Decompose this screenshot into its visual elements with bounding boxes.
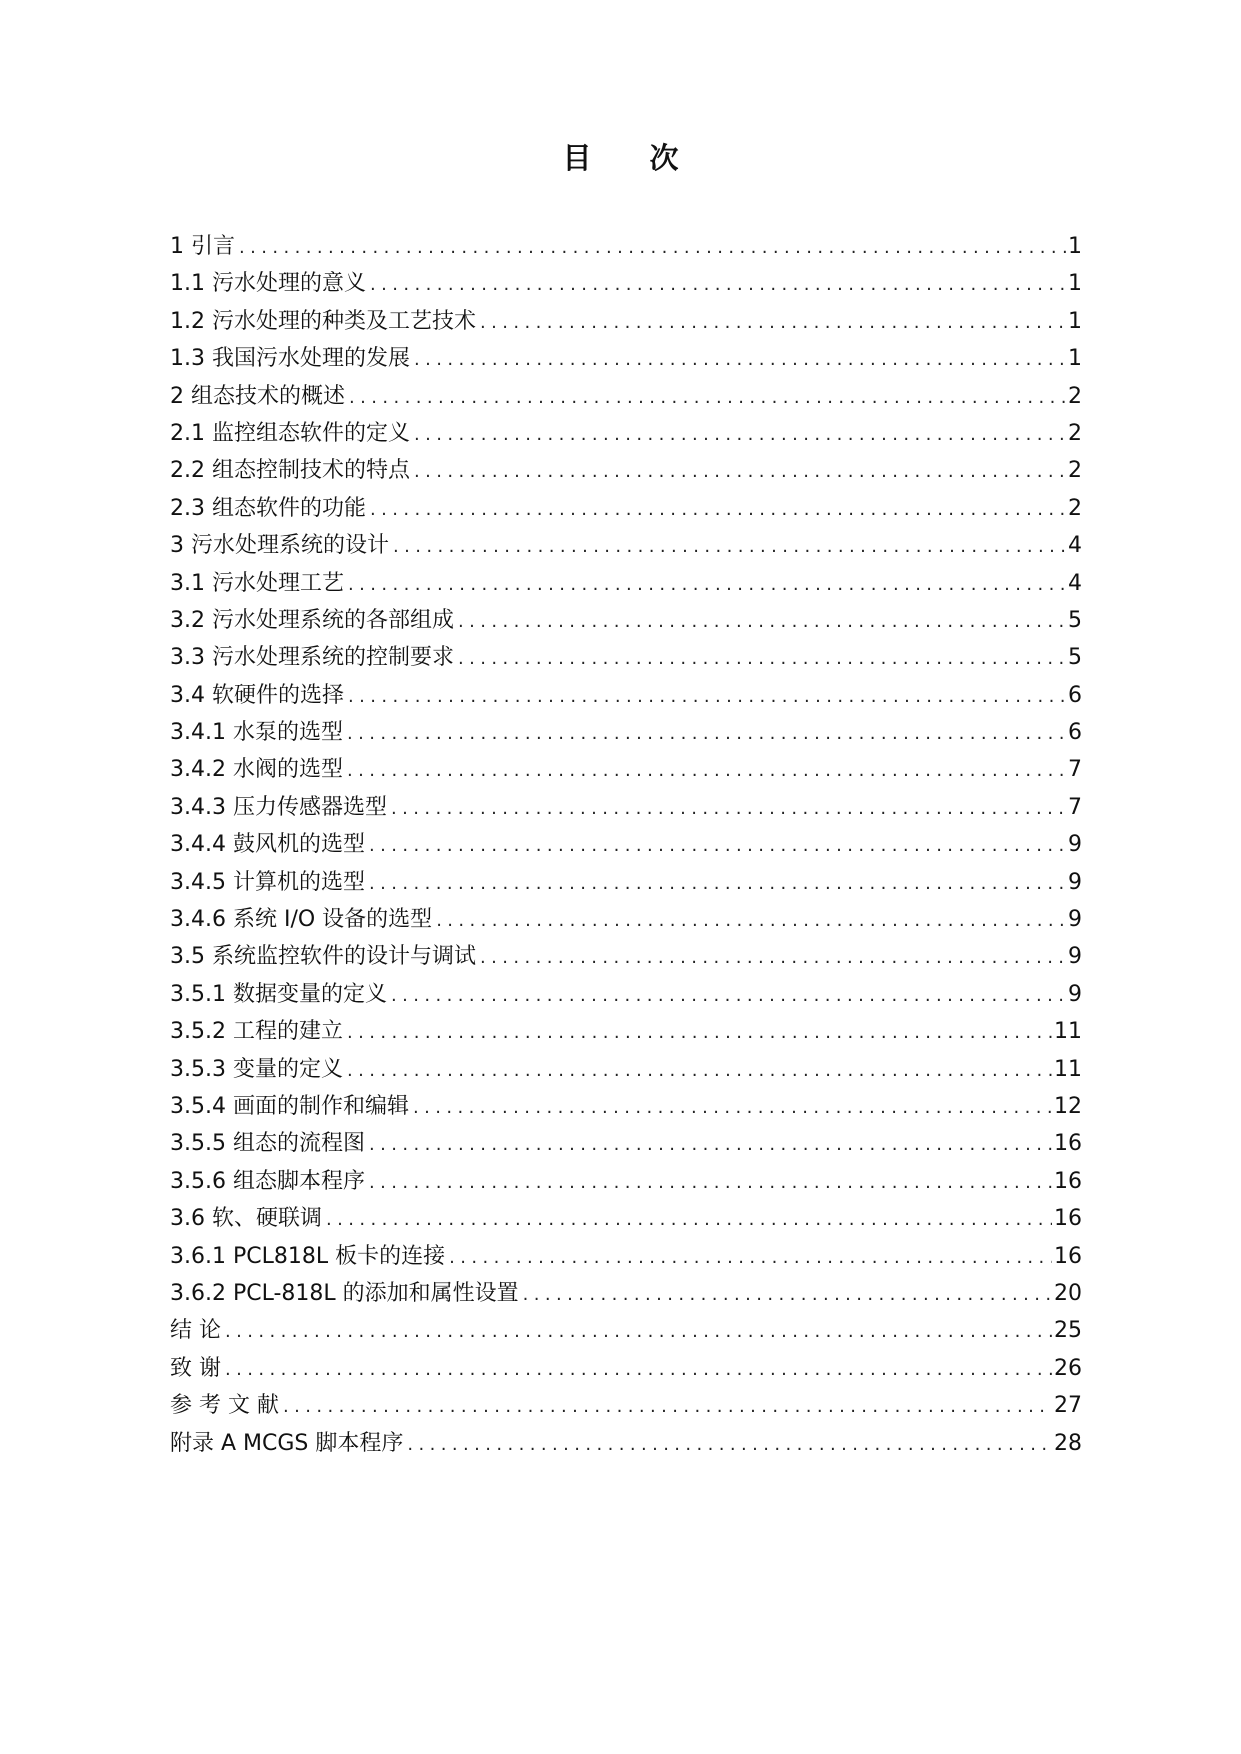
toc-entry[interactable]	[170, 1238, 1082, 1275]
toc-dot-leader	[458, 640, 1066, 677]
toc-dot-leader	[225, 1351, 1052, 1388]
toc-entry[interactable]	[170, 490, 1082, 527]
toc-entry[interactable]	[170, 452, 1082, 489]
page-title: 目 次	[562, 141, 703, 175]
toc-page-number: 16	[1054, 1131, 1082, 1157]
toc-dot-leader	[369, 827, 1066, 864]
toc-entry[interactable]	[170, 340, 1082, 377]
toc-page-number: 9	[1068, 907, 1082, 933]
toc-entry[interactable]	[170, 1088, 1082, 1125]
toc-dot-leader	[347, 715, 1066, 752]
toc-page-number: 12	[1054, 1093, 1082, 1119]
toc-page-number: 2	[1068, 458, 1082, 484]
toc-page-number: 2	[1068, 495, 1082, 521]
toc-page-number: 6	[1068, 682, 1082, 708]
toc-entry-label: 1.2 污水处理的种类及工艺技术	[170, 308, 476, 334]
toc-entry[interactable]	[170, 826, 1082, 863]
toc-entry[interactable]	[170, 303, 1082, 340]
toc-entry[interactable]	[170, 1350, 1082, 1387]
toc-page-number: 11	[1054, 1019, 1082, 1045]
toc-page-number: 26	[1054, 1355, 1082, 1381]
toc-entry[interactable]	[170, 228, 1082, 265]
toc-entry[interactable]	[170, 602, 1082, 639]
toc-dot-leader	[414, 416, 1066, 453]
toc-page-number: 2	[1068, 383, 1082, 409]
toc-dot-leader	[523, 1276, 1052, 1313]
toc-entry[interactable]	[170, 639, 1082, 676]
toc-entry-label: 3.4 软硬件的选择	[170, 682, 344, 708]
toc-dot-leader	[414, 453, 1066, 490]
toc-dot-leader	[449, 1239, 1052, 1276]
toc-entry-label: 3.3 污水处理系统的控制要求	[170, 645, 454, 671]
toc-page-number: 9	[1068, 832, 1082, 858]
toc-entry[interactable]	[170, 1013, 1082, 1050]
toc-entry[interactable]	[170, 565, 1082, 602]
toc-page-number: 9	[1068, 869, 1082, 895]
toc-dot-leader	[239, 229, 1066, 266]
toc-page-number: 11	[1054, 1056, 1082, 1082]
toc-page-number: 9	[1068, 944, 1082, 970]
toc-page-number: 7	[1068, 757, 1082, 783]
toc-dot-leader	[283, 1388, 1052, 1425]
toc-entry-label: 1 引言	[170, 234, 235, 259]
toc-entry-label: 2.1 监控组态软件的定义	[170, 420, 410, 446]
toc-page-number: 6	[1068, 720, 1082, 746]
toc-page-number: 1	[1068, 271, 1082, 297]
toc-page-number: 1	[1068, 308, 1082, 334]
toc-entry-label: 3.1 污水处理工艺	[170, 570, 344, 596]
toc-page-number: 4	[1068, 570, 1082, 596]
toc-entry-label: 3.4.1 水泵的选型	[170, 720, 343, 746]
toc-page-number: 16	[1054, 1243, 1082, 1269]
toc-entry[interactable]	[170, 1312, 1082, 1349]
toc-page-number: 16	[1054, 1168, 1082, 1194]
toc-page-number: 20	[1054, 1280, 1082, 1306]
toc-entry-label: 3.5.2 工程的建立	[170, 1019, 343, 1045]
toc-entry-label: 1.1 污水处理的意义	[170, 271, 366, 297]
toc-entry-label: 3.5.4 画面的制作和编辑	[170, 1093, 409, 1119]
toc-entry-label: 3.5.1 数据变量的定义	[170, 981, 387, 1007]
toc-entry[interactable]	[170, 1387, 1082, 1424]
toc-entry-label: 1.3 我国污水处理的发展	[170, 346, 410, 372]
toc-page-number: 2	[1068, 420, 1082, 446]
toc-entry[interactable]	[170, 901, 1082, 938]
toc-entry-label: 3.4.5 计算机的选型	[170, 869, 365, 895]
toc-page-number: 9	[1068, 981, 1082, 1007]
toc-entry-label: 3.5.6 组态脚本程序	[170, 1168, 365, 1194]
toc-page-number: 1	[1068, 234, 1082, 259]
toc-dot-leader	[348, 566, 1066, 603]
toc-dot-leader	[326, 1201, 1052, 1238]
toc-entry-label: 结 论	[170, 1318, 221, 1344]
toc-dot-leader	[414, 341, 1066, 378]
toc-entry-label: 3.6 软、硬联调	[170, 1206, 322, 1232]
toc-entry[interactable]	[170, 527, 1082, 564]
toc-entry-label: 3.5.5 组态的流程图	[170, 1131, 365, 1157]
toc-page-number: 5	[1068, 645, 1082, 671]
toc-dot-leader	[391, 790, 1066, 827]
table-of-contents	[170, 228, 1082, 1462]
toc-entry-label: 致 谢	[170, 1355, 221, 1381]
toc-dot-leader	[480, 939, 1066, 976]
toc-entry-label: 附录 A MCGS 脚本程序	[170, 1430, 404, 1456]
toc-dot-leader	[349, 379, 1066, 416]
toc-entry[interactable]	[170, 378, 1082, 415]
toc-dot-leader	[413, 1089, 1052, 1126]
toc-entry[interactable]	[170, 714, 1082, 751]
toc-entry-label: 3.4.3 压力传感器选型	[170, 794, 387, 820]
toc-dot-leader	[348, 678, 1066, 715]
toc-dot-leader	[225, 1313, 1052, 1350]
toc-entry-label: 2 组态技术的概述	[170, 383, 345, 409]
toc-dot-leader	[436, 902, 1066, 939]
toc-entry[interactable]	[170, 1125, 1082, 1162]
toc-entry[interactable]	[170, 415, 1082, 452]
toc-dot-leader	[480, 304, 1066, 341]
toc-entry-label: 3.2 污水处理系统的各部组成	[170, 607, 454, 633]
toc-dot-leader	[347, 752, 1066, 789]
toc-entry[interactable]	[170, 1275, 1082, 1312]
toc-entry-label: 2.3 组态软件的功能	[170, 495, 366, 521]
toc-entry-label: 3 污水处理系统的设计	[170, 533, 389, 559]
toc-entry-label: 3.6.2 PCL-818L 的添加和属性设置	[170, 1280, 519, 1306]
toc-entry[interactable]	[170, 1425, 1082, 1462]
toc-entry[interactable]	[170, 864, 1082, 901]
toc-dot-leader	[391, 977, 1066, 1014]
toc-dot-leader	[347, 1014, 1052, 1051]
toc-page-number: 1	[1068, 346, 1082, 372]
toc-page-number: 4	[1068, 533, 1082, 559]
toc-entry-label: 参 考 文 献	[170, 1393, 279, 1419]
toc-page-number: 27	[1054, 1393, 1082, 1419]
toc-entry-label: 3.6.1 PCL818L 板卡的连接	[170, 1243, 446, 1269]
toc-dot-leader	[407, 1426, 1052, 1463]
toc-dot-leader	[369, 1126, 1052, 1163]
toc-page-number: 28	[1054, 1430, 1082, 1456]
toc-entry[interactable]	[170, 976, 1082, 1013]
toc-page-number: 25	[1054, 1318, 1082, 1344]
toc-entry-label: 3.4.6 系统 I/O 设备的选型	[170, 907, 433, 933]
toc-dot-leader	[369, 1164, 1052, 1201]
toc-entry[interactable]	[170, 751, 1082, 788]
toc-entry[interactable]	[170, 1051, 1082, 1088]
toc-dot-leader	[458, 603, 1066, 640]
toc-entry[interactable]	[170, 1163, 1082, 1200]
toc-entry[interactable]	[170, 789, 1082, 826]
toc-entry-label: 3.4.4 鼓风机的选型	[170, 832, 365, 858]
toc-page-number: 16	[1054, 1206, 1082, 1232]
toc-entry[interactable]	[170, 677, 1082, 714]
toc-page-number: 5	[1068, 607, 1082, 633]
toc-dot-leader	[370, 266, 1066, 303]
toc-entry[interactable]	[170, 938, 1082, 975]
toc-entry-label: 3.5.3 变量的定义	[170, 1056, 343, 1082]
toc-dot-leader	[369, 865, 1066, 902]
toc-dot-leader	[347, 1052, 1052, 1089]
toc-dot-leader	[393, 528, 1066, 565]
toc-entry[interactable]	[170, 265, 1082, 302]
toc-entry[interactable]	[170, 1200, 1082, 1237]
toc-entry-label: 3.5 系统监控软件的设计与调试	[170, 944, 476, 970]
toc-entry-label: 2.2 组态控制技术的特点	[170, 458, 410, 484]
toc-page-number: 7	[1068, 794, 1082, 820]
toc-dot-leader	[370, 491, 1066, 528]
toc-entry-label: 3.4.2 水阀的选型	[170, 757, 343, 783]
